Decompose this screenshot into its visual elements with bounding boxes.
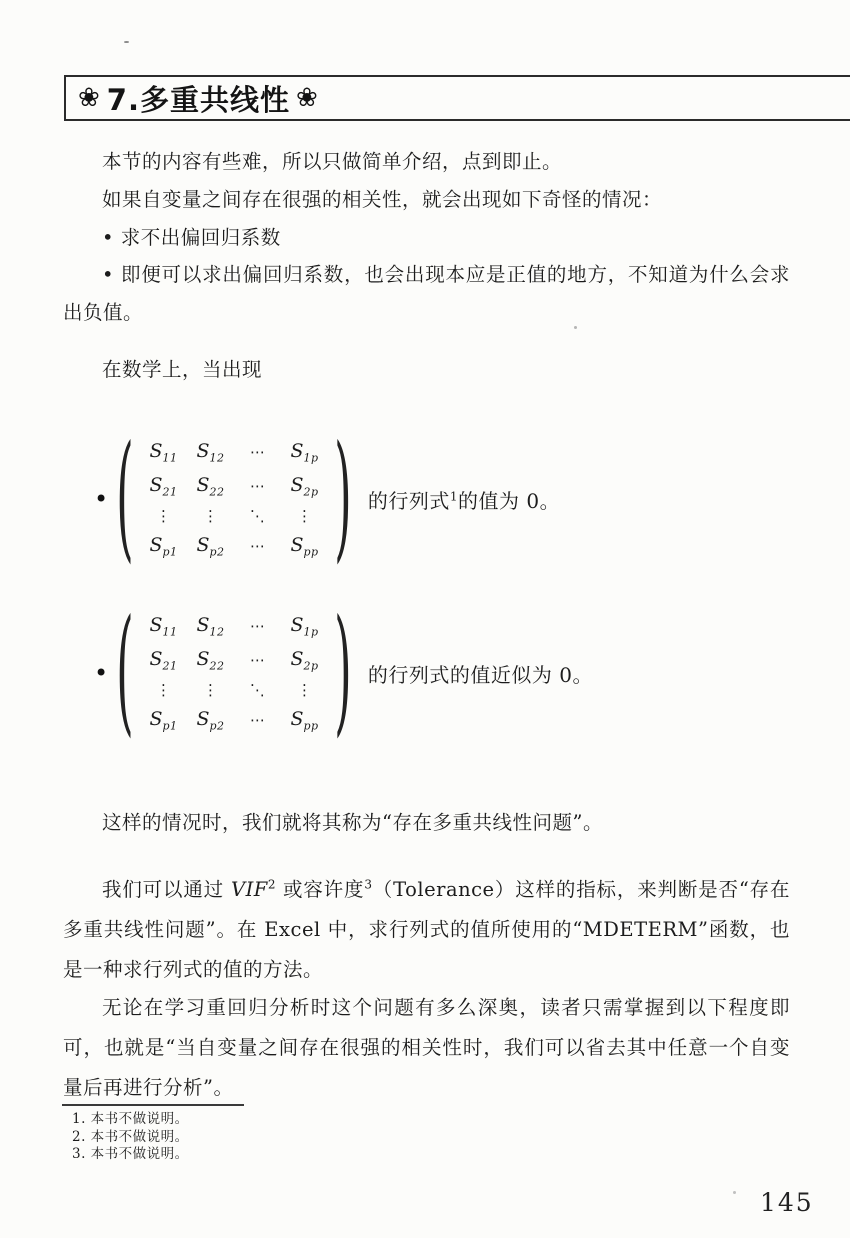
paragraph-naming: 这样的情况时，我们就将其称为“存在多重共线性问题”。 (102, 811, 603, 834)
matrix-cell: $S_{2p}$ (290, 473, 319, 499)
close-paren: ) (334, 418, 352, 578)
caption-text: 的行列式 (367, 488, 450, 513)
footnote-ref-3: 3 (364, 877, 373, 892)
matrix-cell: $S_{11}$ (149, 614, 178, 639)
matrix-cell: $S_{pp}$ (290, 534, 319, 559)
florette-icon: ❀ (296, 83, 319, 113)
covariance-matrix (136, 610, 332, 737)
bullet-dot-icon: • (94, 485, 109, 514)
text-run: 或容许度 (275, 878, 365, 901)
vif-term: VIF (231, 878, 268, 901)
bullet-item-2: • 即便可以求出偏回归系数，也会出现本应是正值的地方，不知道为什么会求出负值。 (63, 263, 790, 324)
matrix-cell: ⋮ (156, 681, 172, 700)
scan-speck (574, 326, 577, 329)
matrix-cell: ⋮ (156, 507, 172, 526)
matrix-cell: $S_{p2}$ (196, 534, 225, 559)
open-paren: ( (116, 592, 134, 752)
matrix-cell: ⋯ (250, 476, 266, 495)
paragraph-math-intro: 在数学上，当出现 (102, 358, 263, 381)
matrix-equation-1 (94, 418, 561, 578)
matrix-cell: $S_{1p}$ (290, 614, 319, 639)
matrix-cell: $S_{1p}$ (290, 440, 319, 465)
matrix-cell: ⋯ (250, 537, 266, 556)
matrix-caption-2 (368, 659, 593, 688)
matrix-cell: ⋱ (250, 681, 266, 700)
matrix-cell: $S_{p2}$ (196, 708, 225, 733)
footnote-2: 2. 本书不做说明。 (72, 1128, 189, 1145)
footnote-divider (62, 1104, 244, 1106)
matrix-cell: $S_{12}$ (196, 440, 225, 465)
bullet-item-1: • 求不出偏回归系数 (102, 226, 281, 249)
section-title-label: 7.多重共线性 (106, 82, 290, 117)
matrix-cell: $S_{p1}$ (149, 534, 178, 559)
matrix-cell: $S_{2p}$ (290, 647, 319, 673)
footnote-list (72, 1111, 189, 1164)
footnote-3: 3. 本书不做说明。 (72, 1146, 189, 1162)
close-paren: ) (334, 592, 352, 752)
footnote-ref-1: 1 (449, 489, 459, 504)
matrix-cell: ⋮ (297, 681, 313, 700)
open-paren: ( (116, 418, 134, 578)
scan-speck (733, 1191, 736, 1194)
text-run: （Tolerance）这样的指标，来判断是否“存在多重共线性问题”。在 Excel 中，求行列式的值所使用的“MDETERM”函数，也是一种求行列式的值的方法。 (63, 878, 790, 981)
matrix-cell: $S_{pp}$ (290, 708, 319, 733)
caption-text: 的行列式的值近似为 0。 (367, 662, 593, 687)
matrix-equation-2 (94, 592, 593, 752)
matrix-cell: $S_{12}$ (196, 614, 225, 639)
paragraph-intro: 本节的内容有些难，所以只做简单介绍，点到即止。 (102, 150, 563, 173)
matrix-cell: $S_{11}$ (149, 440, 178, 465)
matrix-caption-1 (368, 485, 560, 514)
matrix-cell: $S_{22}$ (196, 473, 225, 499)
footnote-ref-2: 2 (267, 877, 276, 892)
matrix-cell: $S_{21}$ (149, 473, 178, 499)
matrix-cell: $S_{21}$ (149, 647, 178, 673)
paragraph-vif-tolerance (63, 870, 790, 990)
matrix-cell: ⋮ (297, 507, 313, 526)
caption-text: 的值为 0。 (458, 488, 561, 513)
matrix-cell: $S_{22}$ (196, 647, 225, 673)
text-run: 我们可以通过 (102, 878, 231, 901)
matrix-cell: ⋯ (250, 650, 266, 669)
matrix-cell: $S_{p1}$ (149, 708, 178, 733)
matrix-cell: ⋮ (203, 681, 219, 700)
section-title (78, 78, 319, 119)
matrix-cell: ⋱ (250, 507, 266, 526)
matrix-cell: ⋯ (250, 617, 266, 636)
matrix-cell: ⋮ (203, 507, 219, 526)
matrix-cell: ⋯ (250, 443, 266, 462)
covariance-matrix (136, 436, 332, 563)
paragraph-condition: 如果自变量之间存在很强的相关性，就会出现如下奇怪的情况： (102, 188, 663, 211)
section-title-banner (64, 75, 850, 121)
paragraph-advice: 无论在学习重回归分析时这个问题有多么深奥，读者只需掌握到以下程度即可，也就是“当自变量之间存在很强的相关性时，我们可以省去其中任意一个自变量后再进行分析”。 (63, 996, 790, 1099)
matrix-cell: ⋯ (250, 711, 266, 730)
scan-speck (124, 41, 129, 43)
florette-icon: ❀ (78, 83, 101, 113)
footnote-1: 1. 本书不做说明。 (72, 1111, 189, 1127)
page-number: 145 (760, 1188, 814, 1217)
bullet-dot-icon: • (94, 659, 109, 688)
